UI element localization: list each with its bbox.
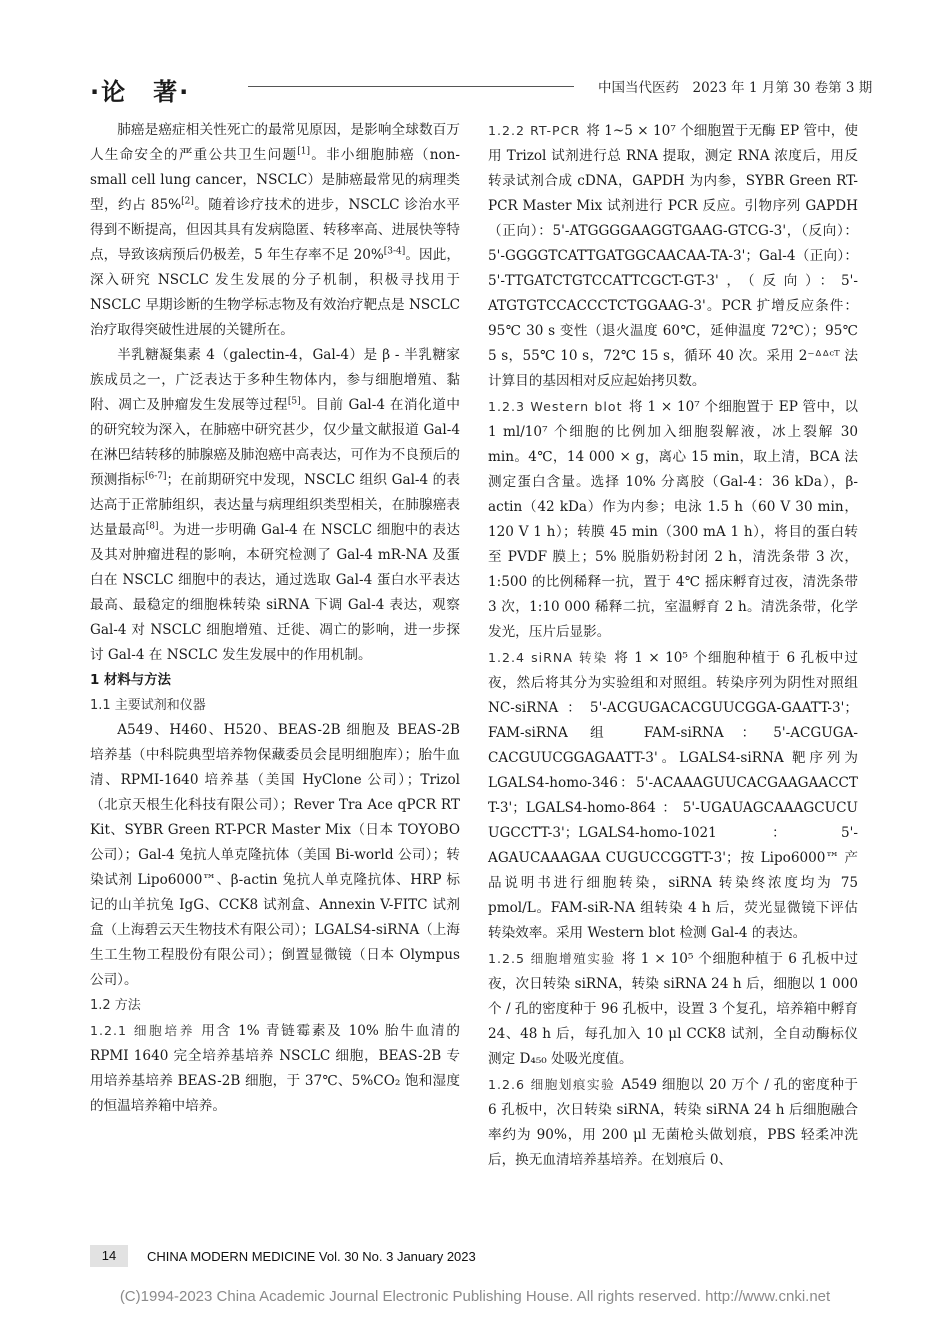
subsection-heading: 1.1 主要试剂和仪器 (90, 698, 206, 713)
paragraph: 1.2.2 RT-PCR 将 1~5 × 10⁷ 个细胞置于无酶 EP 管中，使用 Trizol 试剂进行总 RNA 提取，测定 RNA 浓度后，用反转录试剂合成 cDNA，GAPDH 为内参，SYBR Green RT-PCR Master Mix 试剂进行 PCR 反应。引物序列 GAPDH（正向）：5'-ATGGGGAAGGTGAAG-GTCG-3'，（反向）：5'-GGGGTCATTGATGGCAACAA-TA-3'；Gal-4（正向）：5'-TTGATCTGTCCATTCGCT-GT-3'，（反向）：5'-ATGTGTCCACCCTCTGGAAG-3'。PCR 扩增反应条件：95℃ 30 s 变性（退火温度 60℃，延伸温度 72℃）；95℃ 5 s，55℃ 10 s，72℃ 15 s，循环 40 次。采用 2⁻ᐞᐞᶜᵀ 法计算目的基因相对反应起始拷贝数。 (488, 123, 858, 389)
paragraph: 肺癌是癌症相关性死亡的最常见原因，是影响全球数百万人生命安全的严重公共卫生问题[1]。非小细胞肺癌（non-small cell lung cancer，NSCLC）是肺癌最常见的病理类型，约占 85%[2]。随着诊疗技术的进步，NSCLC 诊治水平得到不断提高，但因其具有发病隐匿、转移率高、进展快等特点，导致该病预后仍极差，5 年生存率不足 20%[3-4]。因此，深入研究 NSCLC 发生发展的分子机制，积极寻找用于 NSCLC 早期诊断的生物学标志物及有效治疗靶点是 NSCLC 治疗取得突破性进展的关键所在。 (90, 122, 460, 338)
paragraph: 1.2.4 siRNA 转染 将 1 × 10⁵ 个细胞种植于 6 孔板中过夜，然后将其分为实验组和对照组。转染序列为阴性对照组 NC-siRNA：5'-ACGUGACACGUUCGGA-GAATT-3'；FAM-siRNA 组 FAM-siRNA：5'-ACGUGA-CACGUUCGGAGAATT-3'。LGALS4-siRNA 靶序列为 LGALS4-homo-346：5'-ACAAAGUUCACGAAGAACCT T-3'；LGALS4-homo-864：5'-UGAUAGCAAAGCUCU UGCCTT-3'；LGALS4-homo-1021：5'-AGAUCAAAGAA CUGUCCGGTT-3'；按 Lipo6000™ 产品说明书进行细胞转染，siRNA 转染终浓度均为 75 pmol/L。FAM-siR-NA 组转染 4 h 后，荧光显微镜下评估转染效率。采用 Western blot 检测 Gal-4 的表达。 (488, 650, 858, 941)
citation[interactable]: [1] (297, 146, 311, 157)
citation[interactable]: [8] (145, 521, 159, 532)
paragraph: 1.2.5 细胞增殖实验 将 1 × 10⁵ 个细胞种植于 6 孔板中过夜，次日转染 siRNA，转染 siRNA 24 h 后，细胞以 1 000 个 / 孔的密度种于 96 孔板中，设置 3 个复孔，培养箱中孵育 24、48 h 后，每孔加入 10 μl CCK8 试剂，全自动酶标仪测定 D₄₅₀ 处吸光度值。 (488, 951, 858, 1067)
paragraph: 1.2.6 细胞划痕实验 A549 细胞以 20 万个 / 孔的密度种于 6 孔板中，次日转染 siRNA，转染 siRNA 24 h 后细胞融合率约为 90%，用 200 μl 无菌枪头做划痕，PBS 轻柔冲洗后，换无血清培养基培养。在划痕后 0、 (488, 1077, 858, 1168)
paragraph: 1.2.3 Western blot 将 1 × 10⁷ 个细胞置于 EP 管中，以 1 ml/10⁷ 个细胞的比例加入细胞裂解液，冰上裂解 30 min。4℃，14 000 × g，离心 15 min，取上清，BCA 法测定蛋白含量。选择 10% 分离胶（Gal-4：36 kDa），β-actin（42 kDa）作为内参；电泳 1.5 h（60 V 30 min，120 V 1 h）；转膜 45 min（300 mA 1 h），将目的蛋白转至 PVDF 膜上；5% 脱脂奶粉封闭 2 h，清洗条带 3 次，1:500 的比例稀释一抗，置于 4℃ 摇床孵育过夜，清洗条带 3 次，1:10 000 稀释二抗，室温孵育 2 h。清洗条带，化学发光，压片后显影。 (488, 399, 859, 640)
section-label: ·论 著· (90, 78, 191, 106)
journal-footer: CHINA MODERN MEDICINE Vol. 30 No. 3 January 2023 (147, 1249, 476, 1264)
header-rule (248, 86, 574, 87)
citation[interactable]: [2] (181, 196, 194, 207)
right-column (488, 118, 858, 1173)
copyright-notice: (C)1994-2023 China Academic Journal Electronic Publishing House. All rights reserved. http://www.cnki.net (119, 1288, 831, 1305)
subsection-heading: 1.2 方法 (90, 998, 141, 1013)
method-label: 1.2.3 Western blot (488, 399, 623, 414)
citation[interactable]: [6-7] (145, 471, 167, 482)
method-label: 1.2.2 RT-PCR (488, 123, 581, 138)
paragraph: 半乳糖凝集素 4（galectin-4，Gal-4）是 β - 半乳糖家族成员之一，广泛表达于多种生物体内，参与细胞增殖、黏附、凋亡及肿瘤发生发展等过程[5]。目前 Gal-4 在消化道中的研究较为深入，在肺癌中研究甚少，仅少量文献报道 Gal-4 在淋巴结转移的肺腺癌及肺泡癌中高表达，可作为不良预后的预测指标[6-7]；在前期研究中发现，NSCLC 组织 Gal-4 的表达高于正常肺组织，表达量与病理组织类型相关，在肺腺癌表达量最高[8]。为进一步明确 Gal-4 在 NSCLC 细胞中的表达及其对肿瘤进程的影响，本研究检测了 Gal-4 mR-NA 及蛋白在 NSCLC 细胞中的表达，通过选取 Gal-4 蛋白水平表达最高、最稳定的细胞株转染 siRNA 下调 Gal-4 表达，观察 Gal-4 对 NSCLC 细胞增殖、迁徙、凋亡的影响，进一步探讨 Gal-4 在 NSCLC 发生发展中的作用机制。 (90, 347, 461, 663)
citation[interactable]: [5] (287, 396, 301, 407)
left-column (90, 118, 460, 1119)
paragraph: A549、H460、H520、BEAS-2B 细胞及 BEAS-2B 培养基（中科院典型培养物保藏委员会昆明细胞库）；胎牛血清、RPMI-1640 培养基（美国 HyClone 公司）；Trizol（北京天根生化科技有限公司）；Rever Tra Ace qPCR RT Kit、SYBR Green RT-PCR Master Mix（日本 TOYOBO 公司）；Gal-4 兔抗人单克隆抗体（美国 Bi-world 公司）；转染试剂 Lipo6000™、β-actin 兔抗人单克隆抗体、HRP 标记的山羊抗兔 IgG、CCK8 试剂盒、Annexin V-FITC 试剂盒（上海碧云天生物技术有限公司）；LGALS4-siRNA（上海生工生物工程股份有限公司）；倒置显微镜（日本 Olympus 公司）。 (90, 722, 460, 988)
page-number: 14 (90, 1245, 128, 1267)
paragraph: 1.2.1 细胞培养 用含 1% 青链霉素及 10% 胎牛血清的 RPMI 1640 完全培养基培养 NSCLC 细胞，BEAS-2B 专用培养基培养 BEAS-2B 细胞，于 37℃、5%CO₂ 饱和湿度的恒温培养箱中培养。 (90, 1023, 460, 1114)
section-heading: 1 材料与方法 (90, 673, 171, 688)
method-label: 1.2.4 siRNA 转染 (488, 650, 609, 665)
method-label: 1.2.1 细胞培养 (90, 1023, 196, 1038)
method-label: 1.2.6 细胞划痕实验 (488, 1077, 616, 1092)
citation[interactable]: [3-4] (383, 246, 406, 257)
journal-header: 中国当代医药 2023 年 1 月第 30 卷第 3 期 (598, 80, 873, 96)
method-label: 1.2.5 细胞增殖实验 (488, 951, 616, 966)
